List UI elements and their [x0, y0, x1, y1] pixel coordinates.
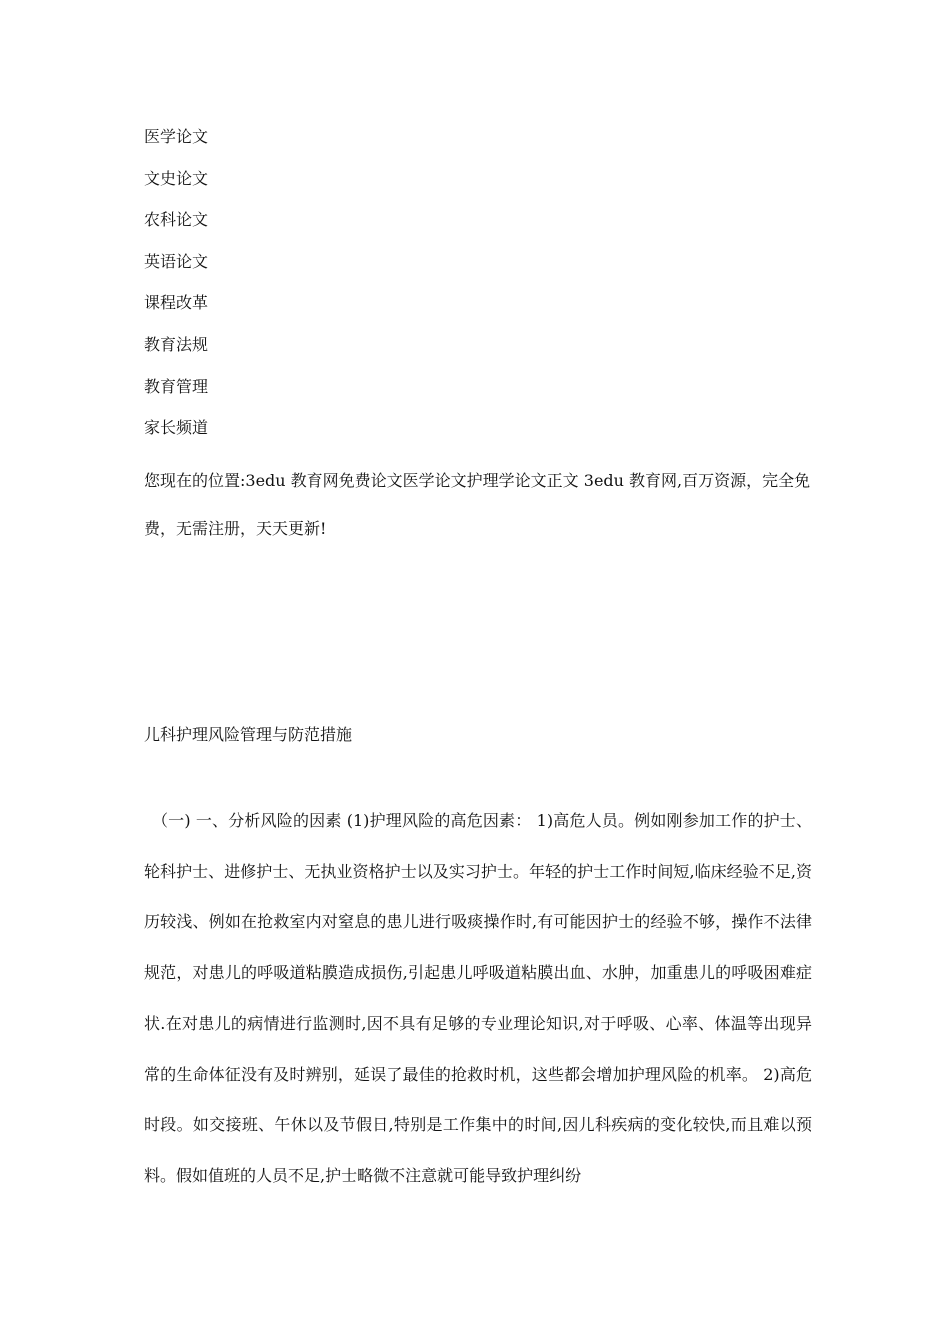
nav-link-english-papers[interactable]: 英语论文 [144, 251, 209, 271]
article-body: （一) 一、分析风险的因素 (1)护理风险的高危因素： 1)高危人员。例如刚参加工作的护士、轮科护士、进修护士、无执业资格护士以及实习护士。年轻的护士工作时间短,临床经验不足,资历较浅、例如在抢救室内对窒息的患儿进行吸痰操作时,有可能因护士的经验不够，操作不法律规范，对患儿的呼吸道粘膜造成损伤,引起患儿呼吸道粘膜出血、水肿，加重患儿的呼吸困难症状.在对患儿的病情进行监测时,因不具有足够的专业理论知识,对于呼吸、心率、体温等出现异常的生命体征没有及时辨别，延误了最佳的抢救时机，这些都会增加护理风险的机率。 2)高危时段。如交接班、午休以及节假日,特别是工作集中的时间,因儿科疾病的变化较快,而且难以预料。假如值班的人员不足,护士略微不注意就可能导致护理纠纷 [144, 811, 812, 1185]
nav-link-curriculum-reform[interactable]: 课程改革 [144, 293, 209, 313]
article-title: 儿科护理风险管理与防范措施 [144, 725, 353, 744]
nav-link-education-law[interactable]: 教育法规 [144, 334, 209, 354]
nav-link-history-papers[interactable]: 文史论文 [144, 168, 209, 188]
nav-link-medical-papers[interactable]: 医学论文 [144, 127, 209, 146]
breadcrumb: 您现在的位置:3edu 教育网免费论文医学论文护理学论文正文 3edu 教育网,百万资源，完全免费，无需注册，天天更新! [144, 471, 811, 538]
nav-link-agriculture-papers[interactable]: 农科论文 [144, 210, 209, 230]
nav-link-list [144, 124, 208, 457]
nav-link-education-management[interactable]: 教育管理 [144, 376, 209, 396]
nav-link-parent-channel[interactable]: 家长频道 [144, 418, 209, 438]
